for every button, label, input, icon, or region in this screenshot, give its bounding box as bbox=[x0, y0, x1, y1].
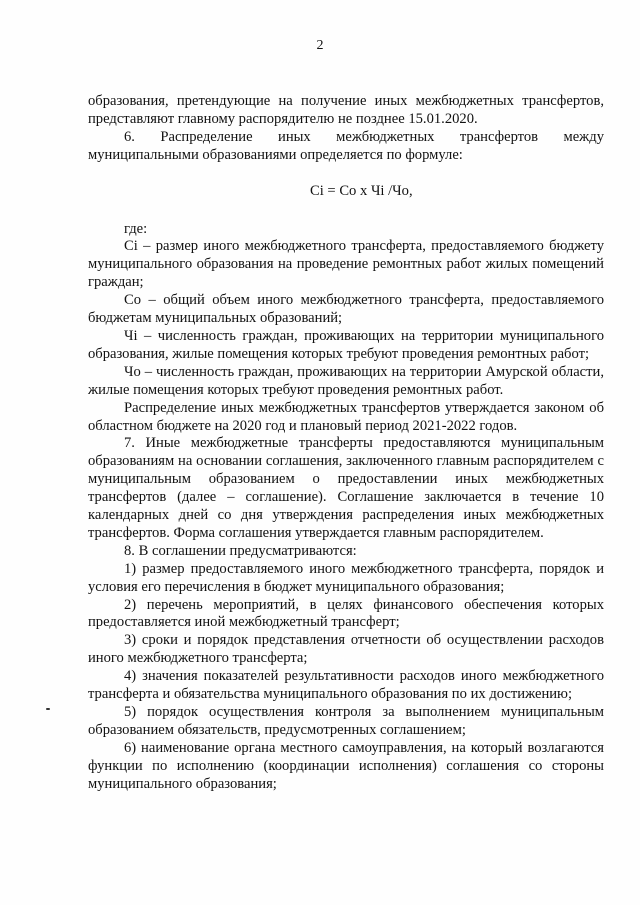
paragraph-item-8: 8. В соглашении предусматриваются: bbox=[124, 542, 357, 559]
list-item-3: 3) сроки и порядок представления отчетности об осуществлении расходов иного межбюджетного трансферта; bbox=[88, 632, 604, 667]
paragraph-item-7: 7. Иные межбюджетные трансферты предоставляются муниципальным образованиям на основании соглашения, заключенного главным распорядителем с муниципальным образованием о предоставлении иных межбюджетных трансфертов (далее – соглашение). Соглашение заключается в течение 10 календарных дней со дня утверждения распределения иных межбюджетных трансфертов. Форма соглашения утверждается главным распорядителем. bbox=[88, 435, 604, 541]
list-item-4: 4) значения показателей результативности расходов иного межбюджетного трансферта и обязательства муниципального образования по их достижению; bbox=[88, 668, 604, 703]
scan-speck bbox=[46, 708, 50, 710]
distribution-formula: Ci = Co x Чi /Чо, bbox=[310, 182, 413, 199]
paragraph-intro-continuation: образования, претендующие на получение иных межбюджетных трансфертов, представляют главному распорядителю не позднее 15.01.2020. bbox=[88, 93, 604, 127]
list-item-2: 2) перечень мероприятий, в целях финансового обеспечения которых предоставляется иной межбюджетный трансферт; bbox=[88, 596, 604, 631]
definition-ci: Ci – размер иного межбюджетного трансферта, предоставляемого бюджету муниципального образования на проведение ремонтных работ жилых помещений граждан; bbox=[88, 238, 604, 291]
definition-cho: Чо – численность граждан, проживающих на территории Амурской области, жилые помещения которых требуют проведения ремонтных работ. bbox=[88, 363, 604, 398]
page-number: 2 bbox=[316, 38, 324, 53]
list-item-5: 5) порядок осуществления контроля за выполнением муниципальным образованием обязательств, предусмотренных соглашением; bbox=[88, 704, 604, 738]
document-body bbox=[88, 93, 604, 794]
list-item-1: 1) размер предоставляемого иного межбюджетного трансферта, порядок и условия его перечисления в бюджет муниципального образования; bbox=[88, 560, 604, 595]
definition-co: Co – общий объем иного межбюджетного трансферта, предоставляемого бюджетам муниципальных образований; bbox=[88, 292, 604, 327]
list-item-6: 6) наименование органа местного самоуправления, на который возлагаются функции по исполнению (координации исполнения) соглашения со стороны муниципального образования; bbox=[88, 739, 604, 792]
definition-chi: Чi – численность граждан, проживающих на территории муниципального образования, жилые помещения которых требуют проведения ремонтных работ; bbox=[88, 327, 604, 362]
paragraph-item-6: 6. Распределение иных межбюджетных трансфертов между муниципальными образованиями определяется по формуле: bbox=[88, 128, 604, 163]
paragraph-distribution-law: Распределение иных межбюджетных трансфертов утверждается законом об областном бюджете на 2020 год и плановый период 2021-2022 годов. bbox=[88, 399, 604, 434]
paragraph-where: где: bbox=[124, 220, 148, 237]
